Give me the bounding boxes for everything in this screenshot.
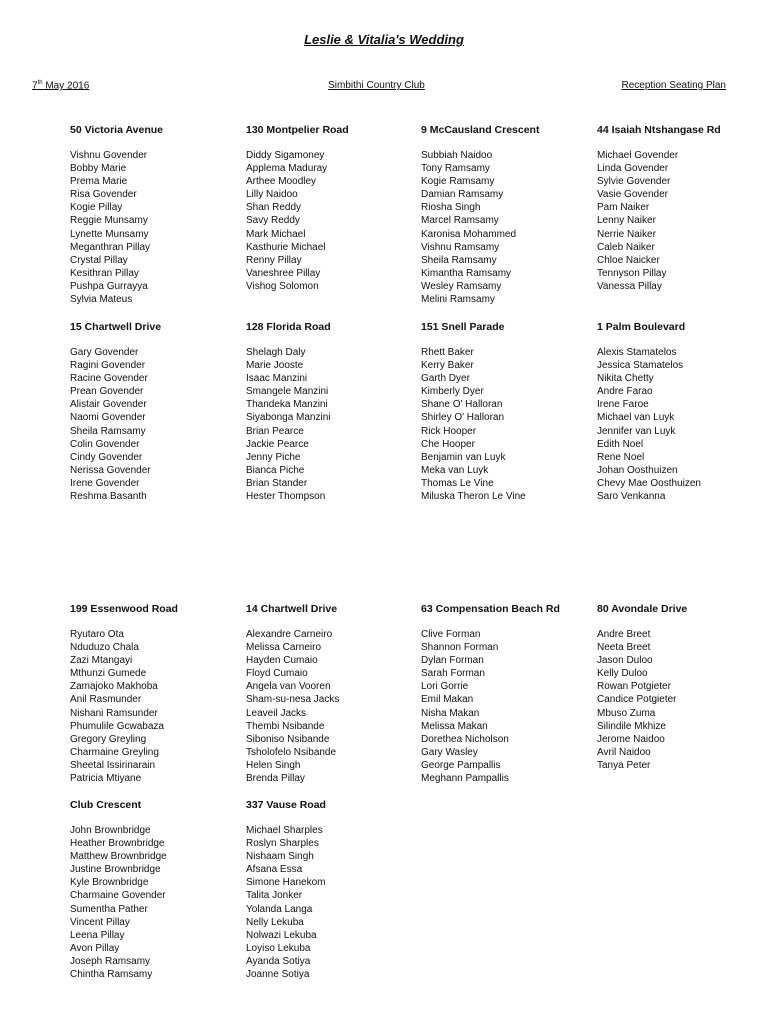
guest-name: George Pampallis: [421, 759, 501, 771]
table-name: 199 Essenwood Road: [70, 603, 178, 615]
guest-name: Edith Noel: [597, 438, 644, 450]
table-name: 130 Montpelier Road: [246, 124, 349, 136]
guest-name: Helen Singh: [246, 759, 301, 771]
guest-name: Tony Ramsamy: [421, 163, 490, 175]
guest-name: Jessica Stamatelos: [597, 360, 684, 372]
guest-name: Benjamin van Luyk: [421, 451, 506, 463]
guest-name: Kogie Ramsamy: [421, 176, 495, 188]
table-block: [246, 124, 416, 293]
guest-name: Yolanda Langa: [246, 903, 313, 915]
guest-name: Thomas Le Vine: [421, 477, 494, 489]
guest-name: Angela van Vooren: [246, 681, 331, 693]
guest-name: Shan Reddy: [246, 202, 302, 214]
guest-name: Brian Stander: [246, 477, 308, 489]
guest-name: Clive Forman: [421, 629, 481, 640]
guest-name: Arthee Moodley: [246, 176, 317, 188]
guest-name: Irene Govender: [70, 477, 140, 489]
table-block: [70, 124, 240, 306]
guest-name: Meghann Pampallis: [421, 773, 509, 785]
guest-name: Talita Jonker: [246, 890, 303, 902]
guest-name: Nishaam Singh: [246, 851, 314, 863]
guest-name: Mark Michael: [246, 228, 306, 240]
guest-name: Ryutaro Ota: [70, 629, 124, 640]
guest-name: Rene Noel: [597, 451, 645, 463]
guest-name: Pushpa Gurrayya: [70, 280, 148, 292]
table-block: [246, 321, 416, 503]
guest-name: Reshma Basanth: [70, 491, 147, 503]
guest-name: Kogie Pillay: [70, 202, 123, 214]
guest-name: Cindy Govender: [70, 451, 143, 463]
document-title: Leslie & Vitalia's Wedding: [304, 32, 464, 47]
guest-name: Marie Jooste: [246, 360, 304, 372]
guest-name: Smangele Manzini: [246, 386, 329, 398]
guest-name: Alistair Govender: [70, 399, 147, 411]
guest-name: Nerissa Govender: [70, 464, 151, 476]
guest-name: Diddy Sigamoney: [246, 150, 325, 161]
guest-name: Subbiah Naidoo: [421, 150, 493, 161]
guest-name: Chintha Ramsamy: [70, 969, 153, 981]
table-block: [246, 799, 416, 981]
guest-name: Vishnu Govender: [70, 150, 148, 161]
guest-name: Shirley O' Halloran: [421, 412, 505, 424]
guest-name: Vanessa Pillay: [597, 280, 662, 292]
guest-name: Shane O' Halloran: [421, 399, 503, 411]
guest-list: [246, 346, 416, 503]
guest-list: [70, 346, 240, 503]
guest-name: Melissa Makan: [421, 720, 488, 732]
guest-name: Lenny Naiker: [597, 215, 656, 227]
guest-list: [597, 628, 767, 772]
guest-name: Vaneshree Pillay: [246, 267, 321, 279]
guest-name: Rick Hooper: [421, 425, 477, 437]
guest-name: Pam Naiker: [597, 202, 650, 214]
guest-name: Kyle Brownbridge: [70, 877, 149, 889]
table-name: 1 Palm Boulevard: [597, 321, 686, 333]
guest-name: Dylan Forman: [421, 655, 484, 667]
guest-name: Neeta Breet: [597, 642, 651, 654]
guest-name: Gary Wasley: [421, 746, 478, 758]
guest-name: Kerry Baker: [421, 360, 474, 372]
guest-name: Avril Naidoo: [597, 746, 651, 758]
guest-name: Michael Govender: [597, 150, 679, 161]
guest-name: Zazi Mtangayi: [70, 655, 133, 667]
guest-name: Afsana Essa: [246, 864, 303, 876]
table-block: [421, 321, 591, 503]
guest-name: Sylvie Govender: [597, 176, 671, 188]
guest-name: Brian Pearce: [246, 425, 304, 437]
guest-name: Nelly Lekuba: [246, 916, 304, 928]
guest-name: Isaac Manzini: [246, 373, 308, 385]
guest-name: Bianca Piche: [246, 464, 305, 476]
table-block: [421, 603, 591, 785]
guest-name: Chevy Mae Oosthuizen: [597, 477, 701, 489]
table-name: 44 Isaiah Ntshangase Rd: [597, 124, 721, 136]
guest-name: Kimberly Dyer: [421, 386, 484, 398]
table-block: [246, 603, 416, 785]
guest-list: [70, 628, 240, 785]
guest-name: Nikita Chetty: [597, 373, 654, 385]
guest-name: Andre Farao: [597, 386, 653, 398]
table-block: [597, 603, 767, 772]
guest-name: Savy Reddy: [246, 215, 300, 227]
guest-name: Sheila Ramsamy: [421, 254, 497, 266]
guest-name: Gregory Greyling: [70, 733, 147, 745]
table-block: [597, 124, 767, 293]
guest-name: Jennifer van Luyk: [597, 425, 676, 437]
guest-name: Lynette Munsamy: [70, 228, 149, 240]
guest-name: Kelly Duloo: [597, 668, 648, 680]
guest-name: Naomi Govender: [70, 412, 146, 424]
guest-name: Nerrie Naiker: [597, 228, 656, 240]
guest-name: Tsholofelo Nsibande: [246, 746, 337, 758]
guest-name: Rowan Potgieter: [597, 681, 671, 693]
guest-name: Sarah Forman: [421, 668, 485, 680]
guest-list: [246, 149, 416, 293]
guest-name: Jenny Piche: [246, 451, 301, 463]
guest-name: Kimantha Ramsamy: [421, 267, 512, 279]
venue-name: Simbithi Country Club: [328, 80, 425, 91]
guest-name: Thembi Nsibande: [246, 720, 325, 732]
guest-name: Lori Gorrie: [421, 681, 469, 693]
table-name: 80 Avondale Drive: [597, 603, 688, 615]
guest-name: Melini Ramsamy: [421, 294, 495, 306]
guest-name: Bobby Marie: [70, 163, 127, 175]
guest-list: [246, 824, 416, 981]
guest-name: Alexis Stamatelos: [597, 347, 677, 358]
guest-name: Reggie Munsamy: [70, 215, 148, 227]
guest-name: Sumentha Pather: [70, 903, 148, 915]
table-block: [421, 124, 591, 306]
guest-name: Che Hooper: [421, 438, 475, 450]
table-name: Club Crescent: [70, 799, 142, 811]
guest-name: Johan Oosthuizen: [597, 464, 678, 476]
guest-name: Jerome Naidoo: [597, 733, 665, 745]
guest-name: Ragini Govender: [70, 360, 146, 372]
guest-name: Colin Govender: [70, 438, 140, 450]
guest-name: Ayanda Sotiya: [246, 955, 311, 967]
guest-name: Patricia Mtiyane: [70, 773, 142, 785]
guest-name: Charmaine Govender: [70, 890, 166, 902]
guest-list: [421, 346, 591, 503]
guest-list: [421, 628, 591, 785]
guest-name: Shelagh Daly: [246, 347, 306, 358]
guest-name: Avon Pillay: [70, 942, 120, 954]
guest-name: Miluska Theron Le Vine: [421, 491, 526, 503]
guest-name: Saro Venkanna: [597, 491, 666, 503]
table-name: 63 Compensation Beach Rd: [421, 603, 560, 615]
guest-name: Roslyn Sharples: [246, 838, 319, 850]
table-name: 337 Vause Road: [246, 799, 326, 811]
guest-name: Nishani Ramsunder: [70, 707, 158, 719]
guest-name: Sylvia Mateus: [70, 294, 133, 306]
guest-name: Nisha Makan: [421, 707, 480, 719]
guest-name: Karonisa Mohammed: [421, 228, 517, 240]
guest-name: Andre Breet: [597, 629, 651, 640]
guest-name: Racine Govender: [70, 373, 148, 385]
guest-name: Michael van Luyk: [597, 412, 675, 424]
guest-list: [597, 149, 767, 293]
guest-name: Leena Pillay: [70, 929, 125, 941]
table-name: 128 Florida Road: [246, 321, 331, 333]
plan-title: Reception Seating Plan: [621, 80, 726, 91]
guest-name: Lilly Naidoo: [246, 189, 298, 201]
guest-name: Meka van Luyk: [421, 464, 489, 476]
guest-name: Zamajoko Makhoba: [70, 681, 158, 693]
table-name: 15 Chartwell Drive: [70, 321, 162, 333]
guest-name: Garth Dyer: [421, 373, 470, 385]
guest-name: Dorethea Nicholson: [421, 733, 509, 745]
guest-name: Kasthurie Michael: [246, 241, 326, 253]
guest-name: Caleb Naiker: [597, 241, 655, 253]
guest-name: Rhett Baker: [421, 347, 474, 358]
guest-name: Riosha Singh: [421, 202, 481, 214]
guest-name: Silindile Mkhize: [597, 720, 666, 732]
guest-name: Loyiso Lekuba: [246, 942, 311, 954]
guest-name: Irene Faroe: [597, 399, 649, 411]
guest-name: Nolwazi Lekuba: [246, 929, 317, 941]
guest-name: Leaveil Jacks: [246, 707, 307, 719]
guest-list: [70, 149, 240, 306]
guest-name: Phumulile Gcwabaza: [70, 720, 164, 732]
guest-name: Floyd Cumaio: [246, 668, 308, 680]
guest-name: Shannon Forman: [421, 642, 499, 654]
guest-list: [246, 628, 416, 785]
table-block: [70, 799, 240, 981]
guest-list: [70, 824, 240, 981]
table-block: [597, 321, 767, 503]
guest-name: Applema Maduray: [246, 163, 328, 175]
guest-name: Mbuso Zuma: [597, 707, 656, 719]
guest-name: Damian Ramsamy: [421, 189, 504, 201]
guest-name: Risa Govender: [70, 189, 137, 201]
guest-name: Charmaine Greyling: [70, 746, 159, 758]
guest-name: Tennyson Pillay: [597, 267, 667, 279]
guest-name: Thandeka Manzini: [246, 399, 328, 411]
guest-name: Brenda Pillay: [246, 773, 305, 785]
guest-name: John Brownbridge: [70, 825, 151, 836]
guest-name: Melissa Carneiro: [246, 642, 322, 654]
guest-name: Simone Hanekom: [246, 877, 326, 889]
guest-name: Sham-su-nesa Jacks: [246, 694, 340, 706]
guest-list: [421, 149, 591, 306]
guest-name: Prean Govender: [70, 386, 144, 398]
guest-name: Renny Pillay: [246, 254, 302, 266]
guest-name: Tanya Peter: [597, 759, 651, 771]
guest-name: Gary Govender: [70, 347, 139, 358]
guest-name: Jason Duloo: [597, 655, 653, 667]
guest-name: Candice Potgieter: [597, 694, 677, 706]
guest-name: Jackie Pearce: [246, 438, 309, 450]
table-block: [70, 603, 240, 785]
guest-name: Justine Brownbridge: [70, 864, 161, 876]
table-block: [70, 321, 240, 503]
guest-name: Vincent Pillay: [70, 916, 130, 928]
table-name: 14 Chartwell Drive: [246, 603, 338, 615]
guest-name: Wesley Ramsamy: [421, 280, 502, 292]
guest-name: Vasie Govender: [597, 189, 668, 201]
guest-name: Crystal Pillay: [70, 254, 128, 266]
guest-name: Prema Marie: [70, 176, 128, 188]
guest-name: Emil Makan: [421, 694, 474, 706]
guest-name: Hester Thompson: [246, 491, 326, 503]
guest-list: [597, 346, 767, 503]
guest-name: Linda Govender: [597, 163, 669, 175]
guest-name: Heather Brownbridge: [70, 838, 165, 850]
guest-name: Alexandre Carneiro: [246, 629, 333, 640]
guest-name: Anil Rasmunder: [70, 694, 142, 706]
guest-name: Kesithran Pillay: [70, 267, 139, 279]
guest-name: Mthunzi Gumede: [70, 668, 147, 680]
guest-name: Chloe Naicker: [597, 254, 660, 266]
guest-name: Siyabonga Manzini: [246, 412, 331, 424]
guest-name: Siboniso Nsibande: [246, 733, 330, 745]
guest-name: Sheetal Issirinarain: [70, 759, 156, 771]
guest-name: Vishog Solomon: [246, 280, 319, 292]
guest-name: Joanne Sotiya: [246, 969, 310, 981]
guest-name: Meganthran Pillay: [70, 241, 151, 253]
guest-name: Michael Sharples: [246, 825, 323, 836]
guest-name: Nduduzo Chala: [70, 642, 139, 654]
guest-name: Joseph Ramsamy: [70, 955, 151, 967]
guest-name: Sheila Ramsamy: [70, 425, 146, 437]
guest-name: Marcel Ramsamy: [421, 215, 499, 227]
guest-name: Matthew Brownbridge: [70, 851, 167, 863]
table-name: 50 Victoria Avenue: [70, 124, 163, 136]
event-date: 7th May 2016: [32, 80, 90, 92]
guest-name: Hayden Cumaio: [246, 655, 318, 667]
guest-name: Vishnu Ramsamy: [421, 241, 500, 253]
table-name: 151 Snell Parade: [421, 321, 505, 333]
table-name: 9 McCausland Crescent: [421, 124, 540, 136]
